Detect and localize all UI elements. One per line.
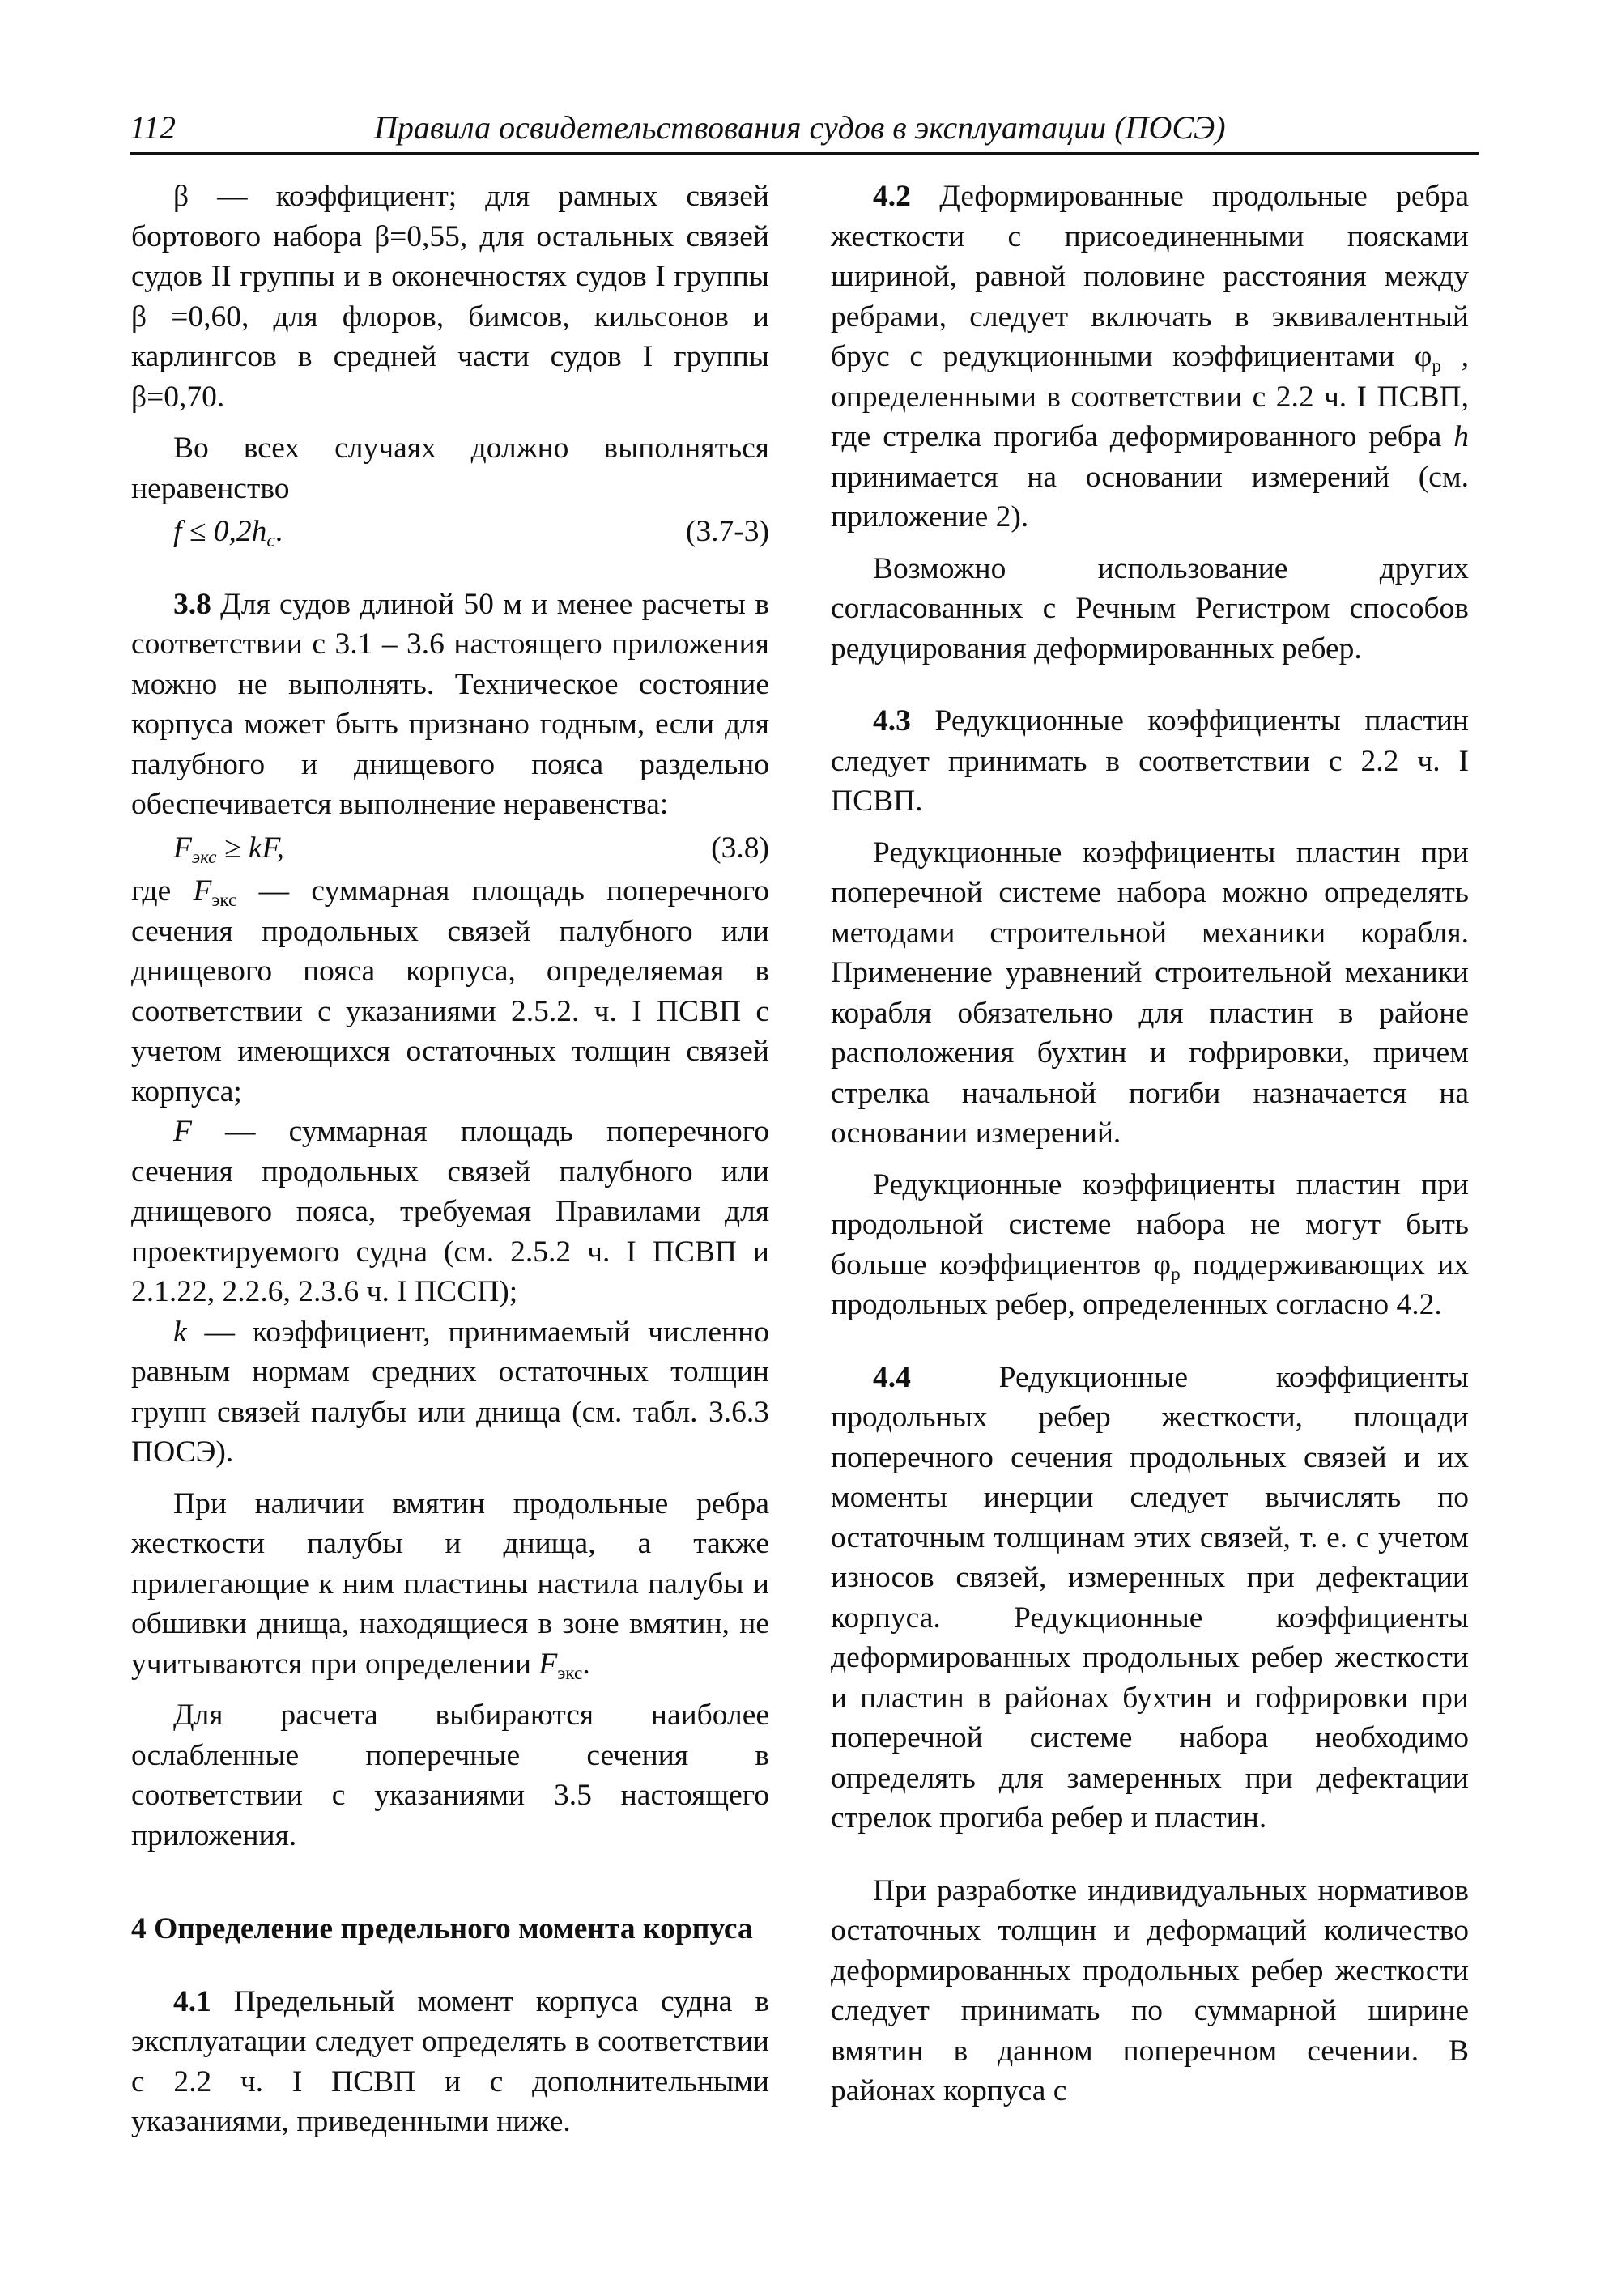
paragraph-4-2: 4.2 Деформированные продольные ребра жесткости с присоединенными поясками шириной, равной половине расстояния между ребрами, следует включать в эквивалентный брус с редукционными коэффициентами $\varphi_р$ , определенными в соответствии с 2.2 ч. I ПСВП, где стрелка прогиба деформированного ребра h принимается на основании измерений (см. приложение 2). bbox=[831, 180, 1469, 534]
paragraph-inequality-intro: Во всех случаях должно выполняться неравенство bbox=[131, 432, 769, 505]
paragraph-3-8: 3.8 Для судов длиной 50 м и менее расчеты в соответствии с 3.1 – 3.6 настоящего приложения можно не выполнять. Техническое состояние корпуса может быть признано годным, если для палубного и днищевого пояса раздельно обеспечивается выполнение неравенства: bbox=[131, 587, 769, 821]
paragraph-4-1: 4.1 Предельный момент корпуса судна в эксплуатации следует определять в соответствии с 2.2 ч. I ПСВП и с дополнительными указаниями, приведенными ниже. bbox=[131, 1984, 769, 2138]
paragraph-f-eks-definition: где $F_{экс}$ — суммарная площадь поперечного сечения продольных связей палубного или днищевого пояса корпуса, определяемая в соответствии с указаниями 2.5.2. ч. I ПСВП с учетом имеющихся остаточных толщин связей корпуса; bbox=[131, 874, 769, 1108]
section-heading: 4 Определение предельного момента корпуса bbox=[131, 1912, 753, 1945]
paragraph-4-4: 4.4 Редукционные коэффициенты продольных ребер жесткости, площади поперечного сечения продольных связей и их моменты инерции следует вычислять по остаточным толщинам этих связей, т. е. с учетом износов связей, измеренных при дефектации корпуса. Редукционные коэффициенты деформированных продольных ребер жесткости и пластин в районах бухтин и гофрировки при поперечной системе набора необходимо определять для замеренных при дефектации стрелок прогиба ребер и пластин. bbox=[831, 1360, 1469, 1835]
formula-3-8: $F_{экс}$ ≥ kF, (3.8) bbox=[131, 828, 769, 869]
paragraph-longitudinal: Редукционные коэффициенты пластин при продольной системе набора не могут быть больше коэффициентов $\varphi_р$ поддерживающих их продольных ребер, определенных согласно 4.2. bbox=[831, 1167, 1470, 1321]
formula-3-7-3: $f \le 0,2h_c$. (3.7-3) bbox=[131, 512, 769, 552]
formula-number: (3.8) bbox=[711, 831, 769, 865]
paragraph-f-definition: F — суммарная площадь поперечного сечения продольных связей палубного или днищевого пояса, требуемая Правилами для проектируемого судна (см. 2.5.2 ч. I ПСВП и 2.1.22, 2.2.6, 2.3.6 ч. I ПССП); bbox=[131, 1115, 769, 1308]
paragraph-other-methods: Возможно использование других согласованных с Речным Регистром способов редуцирования деформированных ребер. bbox=[831, 551, 1469, 665]
formula-number: (3.7-3) bbox=[685, 515, 769, 548]
paragraph-4-3: 4.3 Редукционные коэффициенты пластин следует принимать в соответствии с 2.2 ч. I ПСВП. bbox=[831, 704, 1469, 818]
page-number: 112 bbox=[130, 109, 177, 146]
paragraph-dents: При наличии вмятин продольные ребра жесткости палубы и днища, а также прилегающие к ним пластины настила палубы и обшивки днища, находящиеся в зоне вмятин, не учитываются при определении $F_{экс}$. bbox=[131, 1486, 769, 1684]
paragraph-individual-norms: При разработке индивидуальных нормативов остаточных толщин и деформаций количество деформированных продольных ребер жесткости следует принимать по суммарной ширине вмятин в данном поперечном сечении. В районах корпуса с bbox=[831, 1873, 1469, 2107]
running-header bbox=[130, 104, 1479, 155]
left-column bbox=[131, 176, 769, 2142]
paragraph-transverse: Редукционные коэффициенты пластин при поперечной системе набора можно определять методами строительной механики корабля. Применение уравнений строительной механики корабля обязательно для пластин в районе расположения бухтин и гофрировки, причем стрелка начальной погиби назначается на основании измерений. bbox=[831, 835, 1469, 1150]
paragraph-sections: Для расчета выбираются наиболее ослабленные поперечные сечения в соответствии с указаниями 3.5 настоящего приложения. bbox=[131, 1699, 769, 1852]
paragraph-beta: β — коэффициент; для рамных связей бортового набора β=0,55, для остальных связей судов II группы и в оконечностях судов I группы β =0,60, для флоров, бимсов, кильсонов и карлингсов в средней части судов I группы β=0,70. bbox=[131, 180, 769, 414]
right-column bbox=[831, 176, 1469, 2111]
running-title: Правила освидетельствования судов в эксплуатации (ПОСЭ) bbox=[374, 109, 1226, 146]
paragraph-k-definition: k — коэффициент, принимаемый численно равным нормам средних остаточных толщин групп связей палубы или днища (см. табл. 3.6.3 ПОСЭ). bbox=[131, 1315, 769, 1469]
